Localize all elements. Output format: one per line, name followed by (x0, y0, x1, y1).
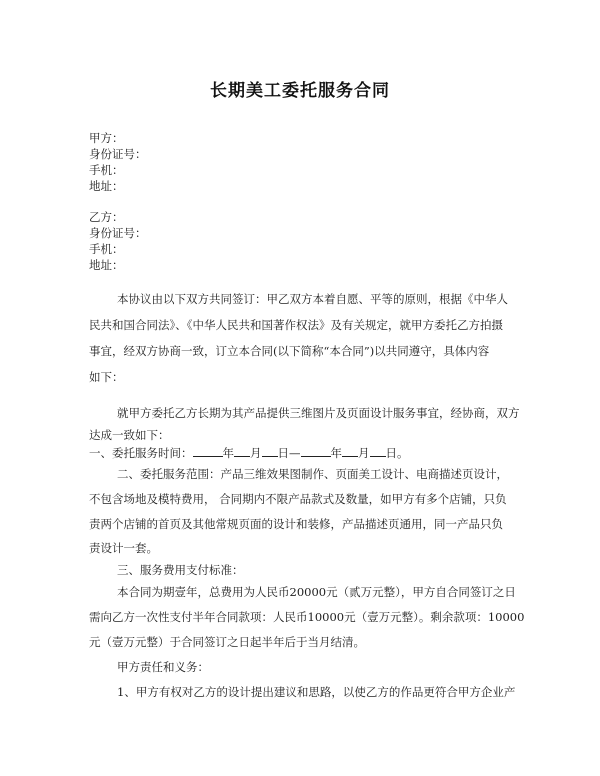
document-title: 长期美工委托服务合同 (210, 81, 390, 101)
month-label-1: 月 (250, 446, 262, 460)
scope-intro-line-2: 达成一致如下： (89, 428, 170, 442)
month-blank-2 (342, 445, 358, 457)
year-label-1: 年 (222, 446, 234, 460)
party-a-duties-heading: 甲方责任和义务： (117, 660, 209, 674)
section-2-line-2: 不包含场地及模特费用， 合同期内不限产品款式及数量，如甲方有多个店铺，只负 (89, 492, 507, 506)
section-3-heading: 三、服务费用支付标准： (117, 563, 244, 577)
month-blank-1 (234, 445, 250, 457)
section-2-line-1: 二、委托服务范围：产品三维效果图制作、页面美工设计、电商描述页设计， (117, 467, 508, 481)
intro-line-4: 如下： (89, 370, 124, 384)
section-3-line-3: 元（壹万元整）于合同签订之日起半年后于当月结清。 (89, 635, 365, 649)
year-blank-2 (301, 445, 331, 457)
day-blank-2 (370, 445, 386, 457)
day-blank-1 (262, 445, 278, 457)
section-1-service-time (89, 445, 409, 460)
intro-line-1: 本协议由以下双方共同签订：甲乙双方本着自愿、平等的原则，根据《中华人 (117, 292, 508, 306)
month-label-2: 月 (358, 446, 370, 460)
party-b-phone-label: 手机： (89, 242, 124, 256)
section-2-line-3: 责两个店铺的首页及其他常规页面的设计和装修，产品描述页通用，同一产品只负 (89, 517, 503, 531)
day-label-1: 日— (277, 446, 301, 460)
party-b-address-label: 地址： (89, 258, 124, 272)
party-a-address-label: 地址： (89, 179, 124, 193)
section-1-prefix: 一、委托服务时间： (89, 446, 193, 460)
intro-line-3: 事宜，经双方协商一致，订立本合同(以下简称“本合同”)以共同遵守，具体内容 (89, 344, 490, 358)
party-a-label: 甲方： (89, 131, 124, 145)
section-3-line-1: 本合同为期壹年，总费用为人民币20000元（贰万元整），甲方自合同签订之日 (117, 585, 516, 599)
section-3-line-2: 需向乙方一次性支付半年合同款项：人民币10000元（壹万元整）。剩余款项：10000 (89, 610, 525, 624)
scope-intro-line-1: 就甲方委托乙方长期为其产品提供三维图片及页面设计服务事宜，经协商，双方 (117, 406, 520, 420)
party-a-id-label: 身份证号： (89, 147, 147, 161)
year-blank-1 (193, 445, 223, 457)
party-b-label: 乙方： (89, 210, 124, 224)
year-label-2: 年 (330, 446, 342, 460)
day-label-2: 日。 (385, 446, 409, 460)
intro-line-2: 民共和国合同法》、《中华人民共和国著作权法》及有关规定，就甲方委托乙方拍摄 (89, 318, 503, 332)
party-a-phone-label: 手机： (89, 163, 124, 177)
party-a-duty-item-1: 1、甲方有权对乙方的设计提出建议和思路，以使乙方的作品更符合甲方企业产 (117, 685, 516, 699)
party-b-id-label: 身份证号： (89, 226, 147, 240)
section-2-line-4: 责设计一套。 (89, 541, 158, 555)
